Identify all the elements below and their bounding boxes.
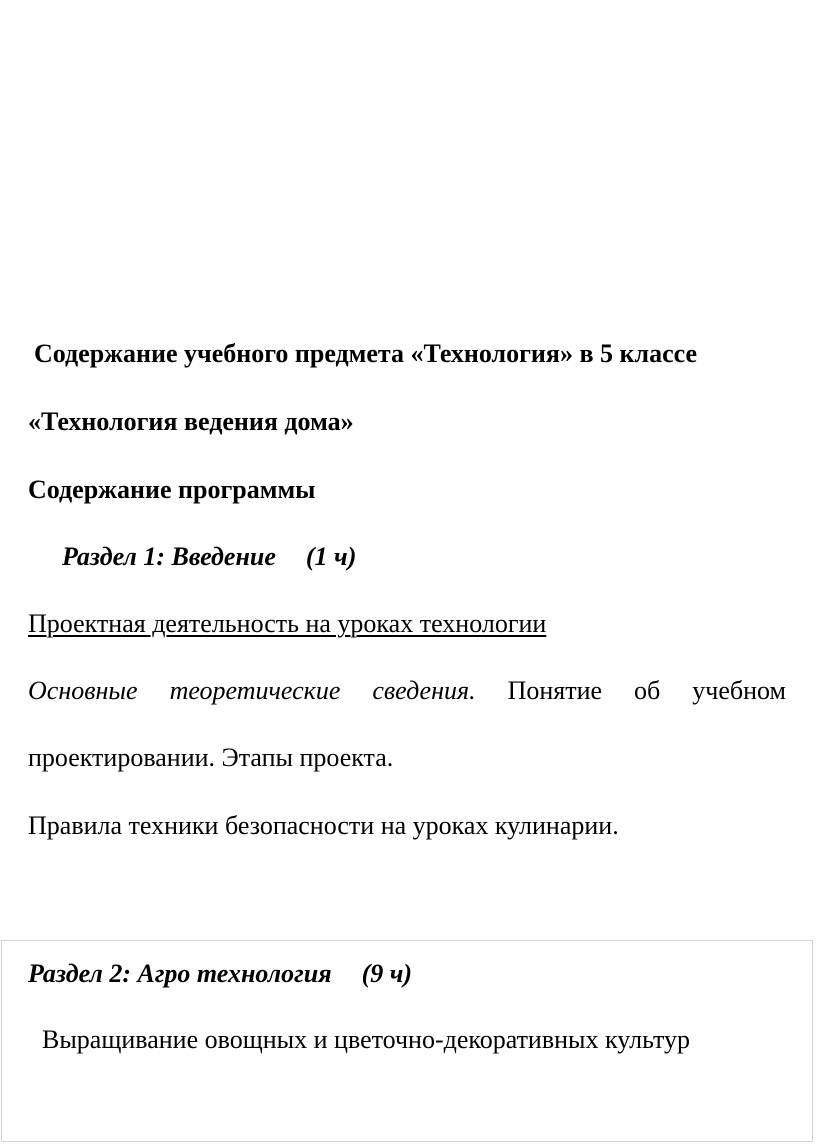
section1-heading bbox=[62, 541, 356, 573]
theory-text-word: об bbox=[634, 676, 661, 705]
program-heading: Содержание программы bbox=[28, 475, 316, 504]
section2-title: Раздел 2: Агро технология bbox=[28, 959, 332, 988]
section1-hours: (1 ч) bbox=[305, 542, 357, 571]
theory-word: теоретические bbox=[169, 676, 341, 705]
theory-text-word: учебном bbox=[692, 676, 786, 705]
theory-word: Основные bbox=[28, 676, 138, 705]
section1-safety: Правила техники безопасности на уроках кулинарии. bbox=[28, 811, 619, 840]
section1-theory-continuation: проектировании. Этапы проекта. bbox=[28, 743, 394, 772]
section2-hours: (9 ч) bbox=[361, 959, 413, 988]
theory-text-word: Понятие bbox=[507, 676, 603, 705]
section2-topic: Выращивание овощных и цветочно-декоративных культур bbox=[42, 1025, 690, 1054]
theory-word: сведения. bbox=[372, 676, 476, 705]
section2-heading bbox=[28, 958, 412, 990]
section1-title: Раздел 1: Введение bbox=[62, 542, 276, 571]
document-title: Содержание учебного предмета «Технология» в 5 классе bbox=[34, 339, 697, 368]
section1-topic: Проектная деятельность на уроках технологии bbox=[28, 609, 547, 638]
document-subtitle: «Технология ведения дома» bbox=[28, 407, 354, 436]
section1-theory-line bbox=[28, 675, 786, 707]
